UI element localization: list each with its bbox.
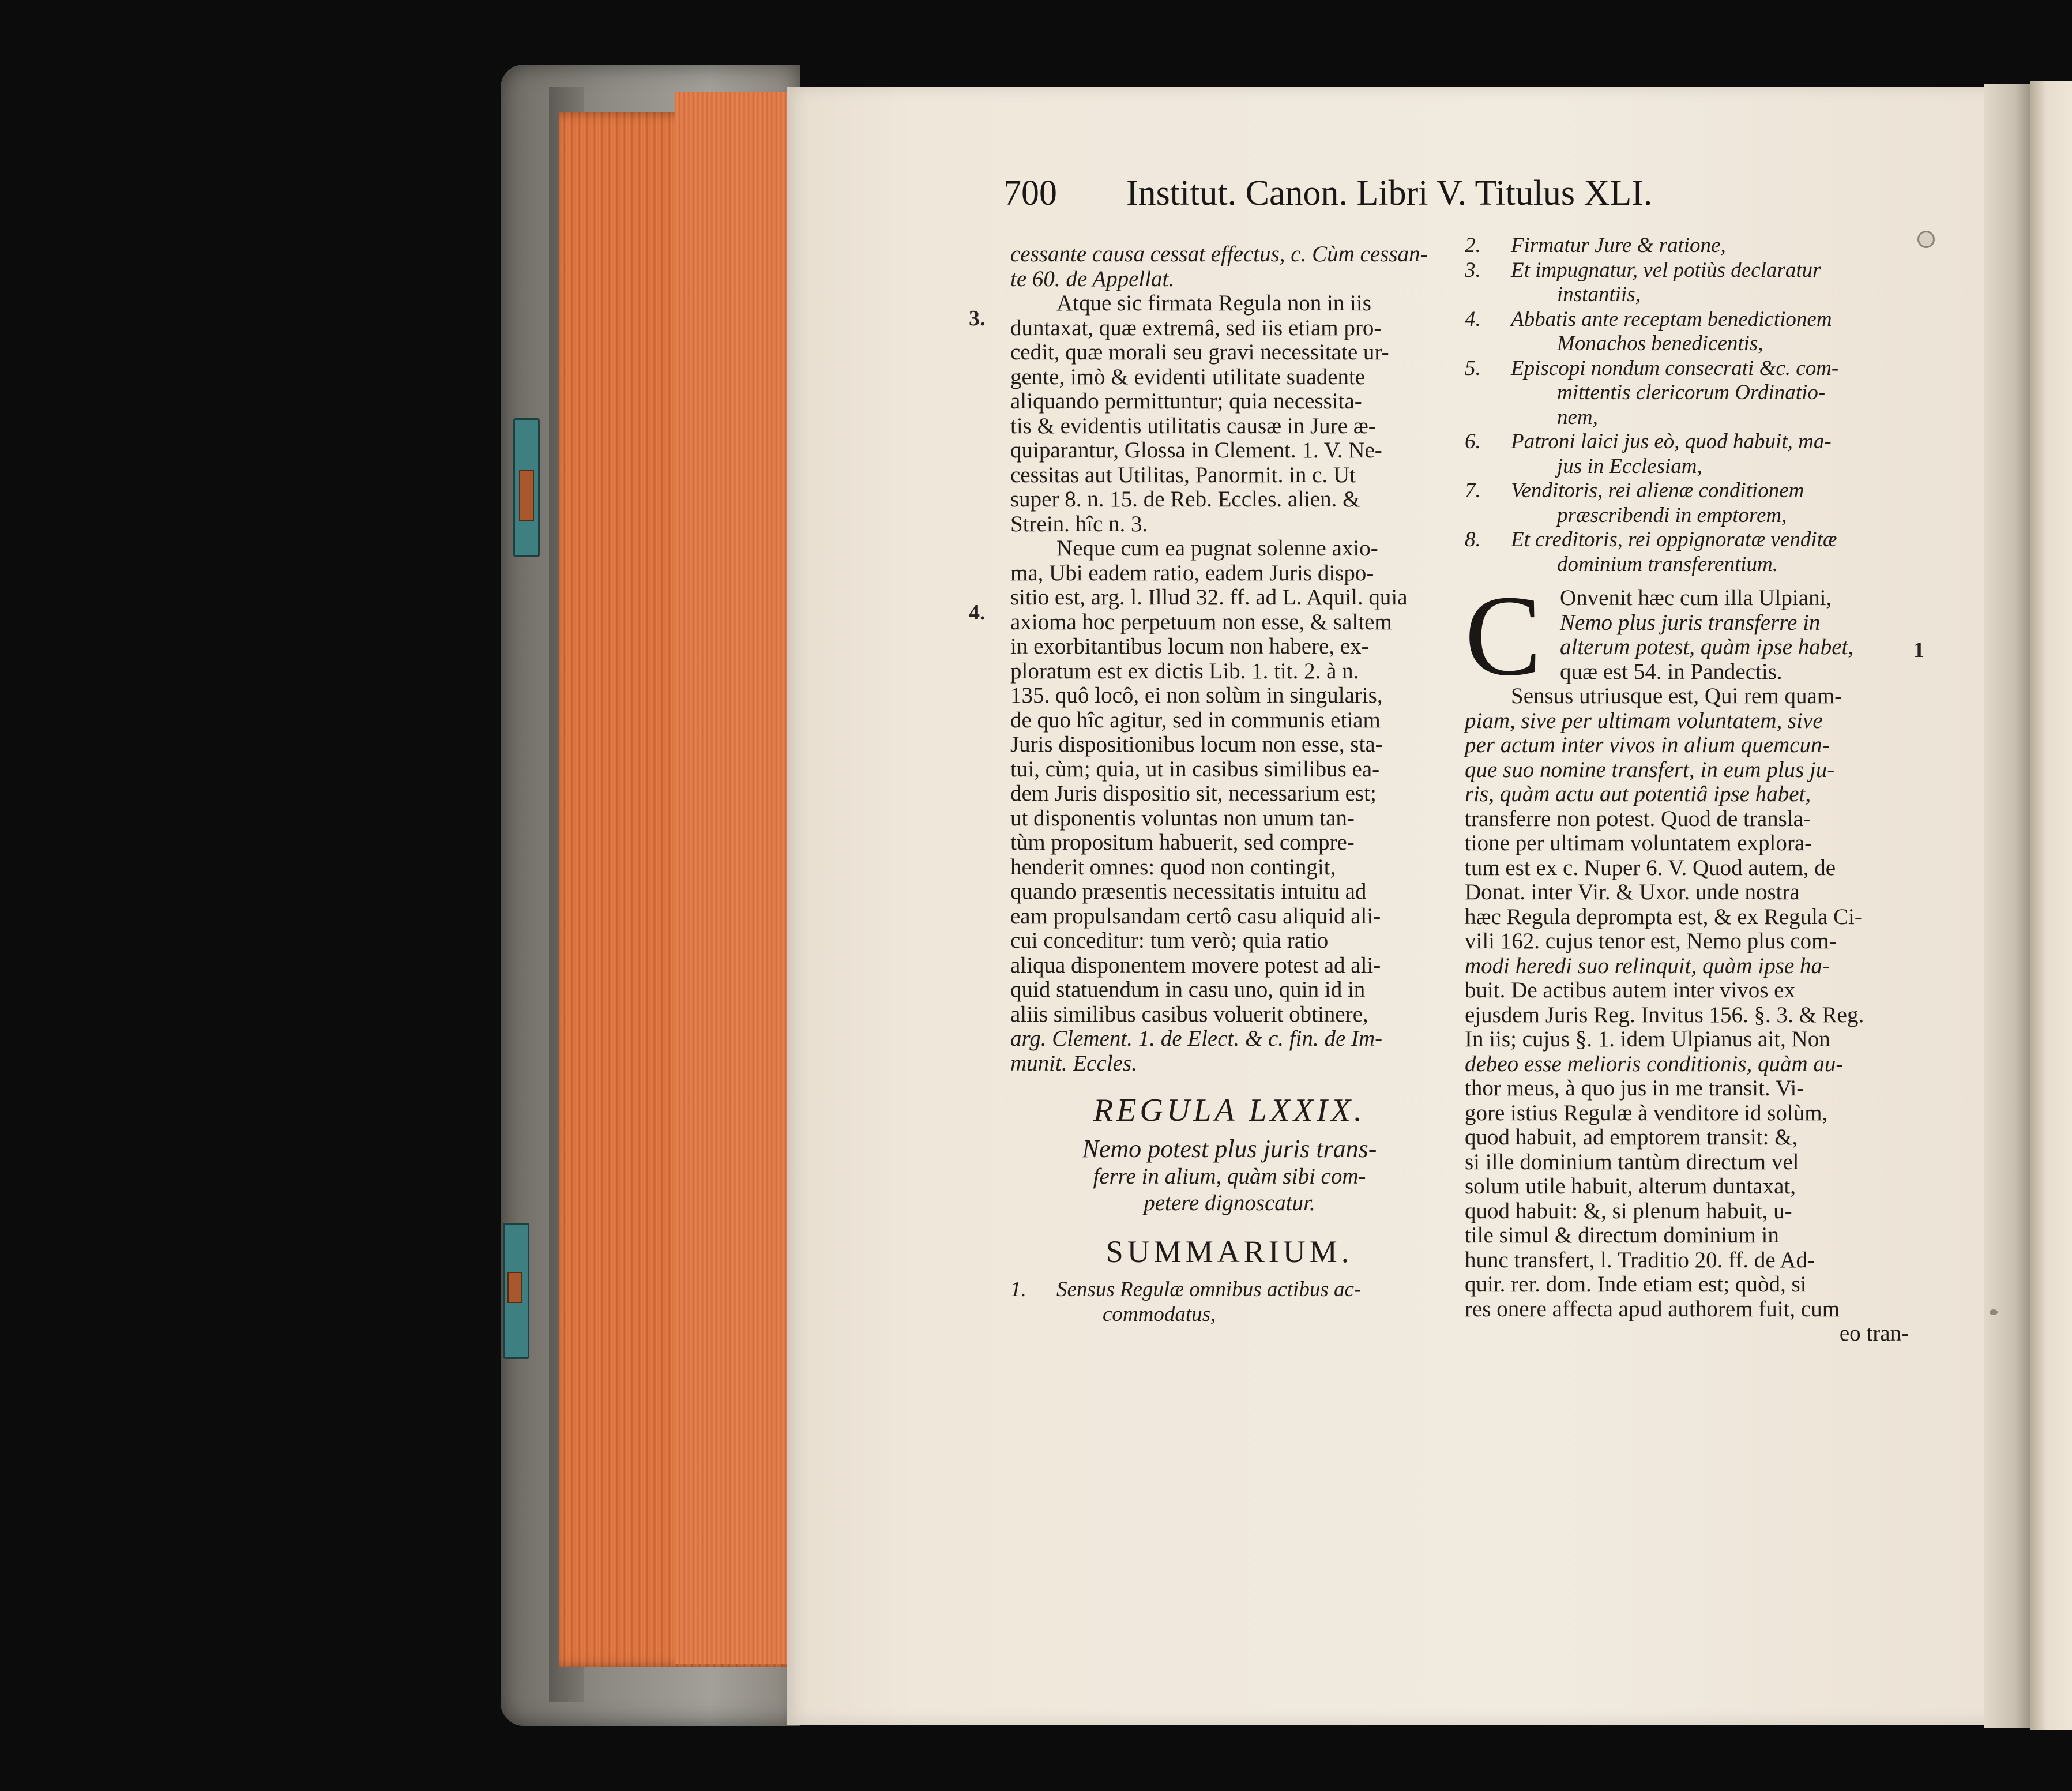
text-line: sitio est, arg. l. Illud 32. ff. ad L. Aquil. quia [1010,585,1408,610]
summarium-line: dominium transferentium. [1557,552,1778,576]
summarium-item [1465,528,1909,577]
summarium-item [1010,1278,1449,1327]
summarium-item-number: 7. [1465,479,1481,502]
summarium-line: Sensus Regulæ omnibus actibus ac- [1056,1278,1362,1301]
summarium-line: Episcopi nondum consecrati &c. com- [1511,356,1839,380]
text-line: cessante causa cessat effectus, c. Cùm cessan- [1010,242,1428,266]
text-line: munit. Eccles. [1010,1050,1137,1076]
text-line: ejusdem Juris Reg. Invitus 156. §. 3. & Reg. [1465,1002,1864,1027]
text-line: aliqua disponentem movere potest ad ali- [1010,952,1381,978]
summarium-item-text [1511,430,1832,479]
text-line: ris, quàm actu aut potentiâ ipse habet, [1465,782,1811,806]
right-text-column [1465,234,1909,1346]
summarium-item-text [1511,528,1837,577]
summarium-line: Patroni laici jus eò, quod habuit, ma- [1511,430,1832,453]
summarium-item-text [1511,258,1821,307]
text-line: quiparantur, Glossa in Clement. 1. V. Ne- [1010,438,1382,463]
margin-number: 3. [969,306,986,331]
text-line: duntaxat, quæ extremâ, sed iis etiam pro- [1010,315,1382,340]
text-line: si ille dominium tantùm directum vel [1465,1149,1799,1174]
text-line: vili 162. cujus tenor est, Nemo plus com- [1465,929,1837,953]
text-line: ma, Ubi eadem ratio, eadem Juris dispo- [1010,560,1374,585]
text-line: alterum potest, quàm ipse habet, [1560,634,1854,659]
page-block-edge-stack [675,92,796,1664]
text-line: arg. Clement. 1. de Elect. & c. fin. de Im- [1010,1026,1383,1051]
summarium-line: Venditoris, rei alienæ conditionem [1511,479,1804,502]
text-line: per actum inter vivos in alium quemcun- [1465,733,1830,757]
summarium-item-text [1511,307,1832,356]
text-line: ut disponentis voluntas non unum tan- [1010,805,1355,831]
text-line: cessitas aut Utilitas, Panormit. in c. Ut [1010,462,1356,487]
text-line: ploratum est ex dictis Lib. 1. tit. 2. à n. [1010,658,1359,684]
text-line: cedit, quæ morali seu gravi necessitate ur- [1010,340,1389,365]
page-ring-hole [1917,231,1935,248]
text-line: gente, imò & evidenti utilitate suadente [1010,364,1366,389]
summarium-item-number: 8. [1465,528,1481,551]
text-line: te 60. de Appellat. [1010,266,1175,291]
paper-speck [1990,1309,1998,1315]
left-text-column [1010,242,1449,1327]
text-line: tile simul & directum dominium in [1465,1223,1779,1248]
running-title: Institut. Canon. Libri V. Titulus XLI. [1126,174,1653,213]
text-line: cui conceditur: tum verò; quia ratio [1010,928,1329,953]
text-line: Neque cum ea pugnat solenne axio- [1056,536,1378,561]
text-line: hæc Regula deprompta est, & ex Regula Ci- [1465,904,1862,929]
text-line: Strein. hîc n. 3. [1010,511,1148,536]
text-line: quæ est 54. in Pandectis. [1560,659,1783,684]
summarium-line: Et creditoris, rei oppignoratæ venditæ [1511,528,1837,551]
summarium-item [1465,307,1909,356]
text-line: aliis similibus casibus voluerit obtinere, [1010,1001,1368,1027]
text-line: 135. quô locô, ei non solùm in singularis, [1010,683,1383,708]
regula-text-line: petere dignoscatur. [1144,1191,1315,1215]
text-line: In iis; cujus §. 1. idem Ulpianus ait, Non [1465,1027,1830,1052]
text-line: Juris dispositionibus locum non esse, sta- [1010,732,1383,757]
clasp-upper-tab [519,470,534,521]
text-line: thor meus, à quo jus in me transit. Vi- [1465,1076,1804,1101]
text-line: super 8. n. 15. de Reb. Eccles. alien. & [1010,487,1360,512]
text-line: Sensus utriusque est, Qui rem quam- [1511,684,1842,708]
summarium-item-text [1511,234,1726,258]
text-line: hunc transfert, l. Traditio 20. ff. de Ad- [1465,1247,1815,1272]
summarium-line: instantiis, [1557,283,1641,306]
summarium-item-text [1511,356,1838,430]
summarium-item-number: 1. [1010,1278,1026,1301]
summarium-line: commodatus, [1103,1302,1216,1326]
text-line: transferre non potest. Quod de transla- [1465,806,1811,831]
summarium-item-number: 2. [1465,234,1481,257]
summarium-item [1465,356,1909,430]
text-line: res onere affecta apud authorem fuit, cum [1465,1296,1840,1321]
text-line: tùm propositum habuerit, sed compre- [1010,830,1355,855]
regula-heading: REGULA LXXIX. [1093,1092,1366,1128]
text-line: in exorbitantibus locum non habere, ex- [1010,634,1369,659]
text-line: de quo hîc agitur, sed in communis etiam [1010,707,1381,733]
summarium-line: Firmatur Jure & ratione, [1511,234,1726,257]
summarium-item [1465,234,1909,258]
page-number: 700 [1003,174,1057,213]
text-line: Donat. inter Vir. & Uxor. unde nostra [1465,880,1800,904]
text-line: modi heredi suo relinquit, quàm ipse ha- [1465,953,1830,978]
text-line: tui, cùm; quia, ut in casibus similibus ea- [1010,756,1380,782]
dropcap-letter: C [1465,572,1542,700]
summarium-item [1465,479,1909,528]
text-line: dem Juris dispositio sit, necessarium est; [1010,781,1377,806]
summarium-line: præscribendi in emptorem, [1557,503,1787,527]
summarium-item-text [1056,1278,1361,1327]
text-line: axioma hoc perpetuum non esse, & saltem [1010,609,1392,634]
text-line: Atque sic firmata Regula non in iis [1056,291,1371,316]
regula-text-line: ferre in alium, quàm sibi com- [1093,1164,1366,1189]
text-line: buit. De actibus autem inter vivos ex [1465,978,1795,1002]
text-line: quando præsentis necessitatis intuitu ad [1010,879,1367,904]
text-line: quod habuit: &, si plenum habuit, u- [1465,1198,1792,1223]
summarium-item-number: 6. [1465,430,1481,453]
summarium-item-number: 3. [1465,258,1481,282]
summarium-item [1465,258,1909,307]
text-line: tis & evidentis utilitatis causæ in Jure æ- [1010,413,1376,438]
summarium-item-number: 5. [1465,356,1481,380]
summarium-item-number: 4. [1465,307,1481,331]
summarium-line: Monachos benedicentis, [1557,332,1763,355]
text-line: quid statuendum in casu uno, quin id in [1010,977,1366,1002]
text-line: solum utile habuit, alterum duntaxat, [1465,1174,1796,1199]
summarium-heading: SUMMARIUM. [1105,1234,1353,1269]
margin-number: 4. [969,600,986,625]
summarium-line: Abbatis ante receptam benedictionem [1511,307,1832,331]
text-line: quir. rer. dom. Inde etiam est; quòd, si [1465,1272,1807,1297]
catchword: eo tran- [1839,1321,1909,1346]
text-line: tum est ex c. Nuper 6. V. Quod autem, de [1465,855,1836,880]
summarium-line: mittentis clericorum Ordinatio- [1557,381,1826,404]
text-line: henderit omnes: quod non contingit, [1010,854,1336,880]
running-header [1003,173,1730,219]
summarium-line: jus in Ecclesiam, [1557,454,1702,478]
summarium-line: Et impugnatur, vel potiùs declaratur [1511,258,1821,282]
text-line: piam, sive per ultimam voluntatem, sive [1465,708,1823,733]
text-line: tione per ultimam voluntatem explora- [1465,831,1812,855]
text-line: que suo nomine transfert, in eum plus ju- [1465,757,1835,782]
margin-number: 1 [1913,638,1924,662]
facing-page-edge [2030,81,2072,1730]
text-line: eam propulsandam certô casu aliquid ali- [1010,903,1381,929]
summarium-item [1465,430,1909,479]
text-line: debeo esse melioris conditionis, quàm au- [1465,1051,1844,1076]
regula-text-line: Nemo potest plus juris trans- [1082,1135,1377,1163]
summarium-item-text [1511,479,1804,528]
text-line: aliquando permittuntur; quia necessita- [1010,389,1362,414]
text-line: quod habuit, ad emptorem transit: &, [1465,1125,1798,1150]
text-line: Onvenit hæc cum illa Ulpiani, [1560,585,1832,610]
book-gutter [1984,84,2036,1728]
clasp-lower-tab [507,1272,522,1303]
text-line: gore istius Regulæ à venditore id solùm, [1465,1100,1828,1125]
summarium-line: nem, [1557,405,1598,429]
text-line: Nemo plus juris transferre in [1560,610,1821,635]
